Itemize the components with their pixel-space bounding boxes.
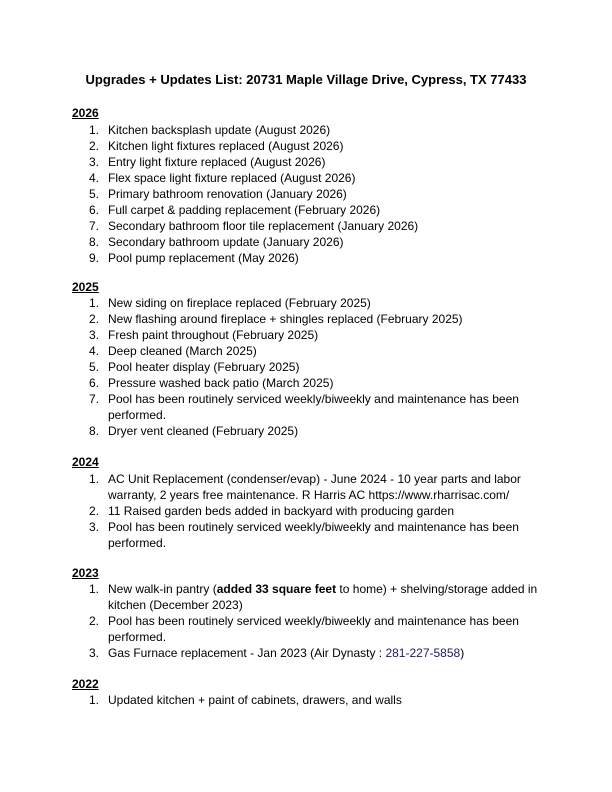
list-item: 2. New flashing around fireplace + shingles replaced (February 2025) [89, 312, 463, 326]
emphasis-text: added 33 square feet [216, 582, 337, 596]
list-2023 [72, 581, 542, 661]
list-item: 4. Deep cleaned (March 2025) [89, 344, 257, 358]
list-item: 2. Pool has been routinely serviced weekly/biweekly and maintenance has been performed. [89, 614, 519, 644]
section-year-2022: 2022 [72, 677, 99, 691]
list-item: 1. Updated kitchen + paint of cabinets, drawers, and walls [89, 693, 402, 707]
list-item: 3. Fresh paint throughout (February 2025) [89, 328, 319, 342]
list-item: 2. 11 Raised garden beds added in backyard with producing garden [89, 504, 455, 518]
list-item: 8. Secondary bathroom update (January 2026) [89, 235, 344, 249]
section-year-2025: 2025 [72, 280, 99, 294]
list-item: 1. Kitchen backsplash update (August 2026) [89, 123, 331, 137]
list-item: 6. Pressure washed back patio (March 2025) [89, 376, 334, 390]
section-year-2026: 2026 [72, 106, 99, 120]
list-item: 5. Primary bathroom renovation (January 2026) [89, 187, 347, 201]
list-item: 5. Pool heater display (February 2025) [89, 360, 300, 374]
list-item: 6. Full carpet & padding replacement (February 2026) [89, 203, 381, 217]
page-title: Upgrades + Updates List: 20731 Maple Village Drive, Cypress, TX 77433 [85, 72, 527, 87]
list-2025 [72, 295, 542, 439]
list-item: 3. Gas Furnace replacement - Jan 2023 (Air Dynasty : 281-227-5858) [89, 646, 465, 660]
list-item: 1. AC Unit Replacement (condenser/evap) - June 2024 - 10 year parts and labor warranty, 2 years free maintenance. R Harris AC https://www.rharrisac.com/ [89, 472, 521, 502]
list-item: 7. Secondary bathroom floor tile replacement (January 2026) [89, 219, 419, 233]
list-item: 7. Pool has been routinely serviced weekly/biweekly and maintenance has been performed. [89, 392, 519, 422]
list-2024 [72, 471, 542, 551]
list-item: 8. Dryer vent cleaned (February 2025) [89, 424, 299, 438]
list-2026 [72, 122, 542, 266]
section-year-2024: 2024 [72, 455, 99, 469]
list-item: 1. New siding on fireplace replaced (February 2025) [89, 296, 371, 310]
list-2022 [72, 692, 542, 708]
section-year-2023: 2023 [72, 566, 99, 580]
list-item: 3. Pool has been routinely serviced weekly/biweekly and maintenance has been performed. [89, 520, 519, 550]
list-item: 2. Kitchen light fixtures replaced (August 2026) [89, 139, 344, 153]
list-item: 4. Flex space light fixture replaced (August 2026) [89, 171, 356, 185]
list-item: 9. Pool pump replacement (May 2026) [89, 251, 299, 265]
list-item: 3. Entry light fixture replaced (August 2026) [89, 155, 326, 169]
list-item: 1. New walk-in pantry (added 33 square feet to home) + shelving/storage added in kitchen (December 2023) [89, 582, 538, 612]
phone-link[interactable]: 281-227-5858 [385, 646, 461, 660]
